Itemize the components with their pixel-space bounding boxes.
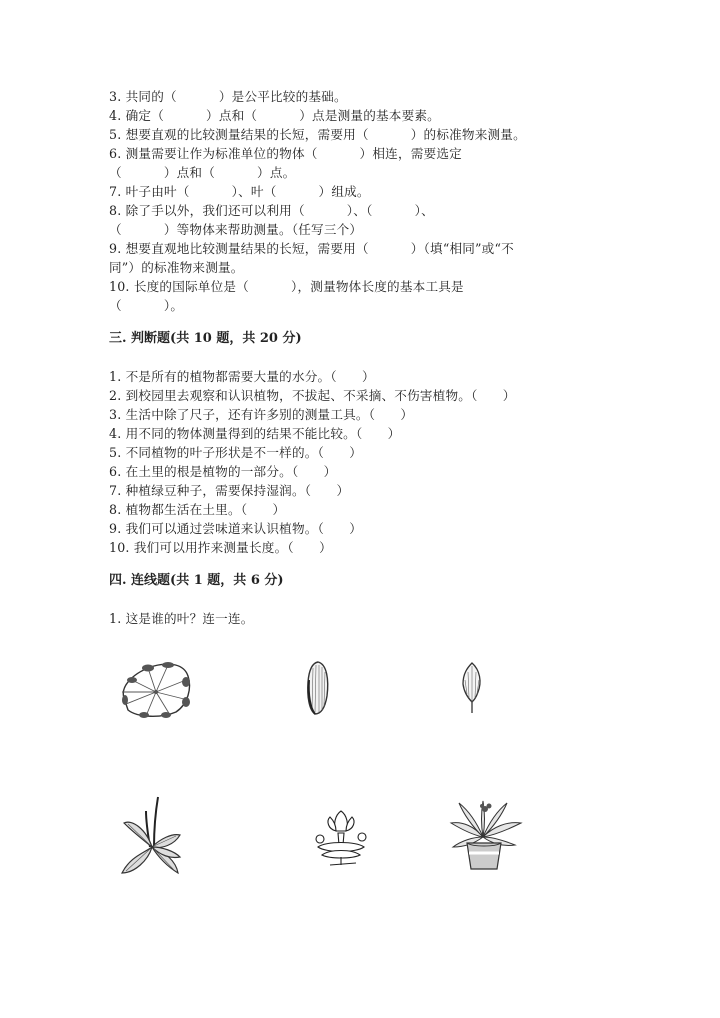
judgment-item: 9. 我们可以通过尝味道来认识植物。（ ）: [109, 521, 363, 536]
plantain-plant-icon[interactable]: [118, 795, 182, 879]
small-oval-leaf-icon[interactable]: [460, 660, 484, 716]
question-5: 5. 想要直观的比较测量结果的长短，需要用（ ）的标准物来测量。: [109, 127, 526, 142]
judgment-item: 1. 不是所有的植物都需要大量的水分。（ ）: [109, 369, 375, 384]
question-6-cont: （ ）点和（ ）点。: [109, 165, 296, 180]
question-10: 10. 长度的国际单位是（ ），测量物体长度的基本工具是: [109, 279, 464, 294]
question-7: 7. 叶子由叶（ ）、叶（ ）组成。: [109, 184, 370, 199]
judgment-item: 6. 在土里的根是植物的一部分。（ ）: [109, 464, 337, 479]
lotus-flower-icon[interactable]: [312, 805, 370, 867]
lotus-leaf-icon[interactable]: [118, 660, 196, 720]
question-8-cont: （ ）等物体来帮助测量。（任写三个）: [109, 222, 363, 237]
elongated-leaf-icon[interactable]: [305, 660, 331, 716]
question-9: 9. 想要直观地比较测量结果的长短，需要用（ ）（填“相同”或“不: [109, 241, 514, 256]
matching-section-title: 四. 连线题(共 1 题，共 6 分): [109, 573, 284, 588]
judgment-item: 2. 到校园里去观察和认识植物，不拔起、不采摘、不伤害植物。（ ）: [109, 388, 516, 403]
judgment-item: 5. 不同植物的叶子形状是不一样的。（ ）: [109, 445, 363, 460]
worksheet-page: [109, 87, 619, 628]
question-9-cont: 同”）的标准物来测量。: [109, 260, 244, 275]
question-4: 4. 确定（ ）点和（ ）点是测量的基本要素。: [109, 108, 440, 123]
judgment-item: 10. 我们可以用拃来测量长度。（ ）: [109, 540, 332, 555]
question-6: 6. 测量需要让作为标准单位的物体（ ）相连，需要选定: [109, 146, 462, 161]
matching-question: 1. 这是谁的叶？连一连。: [109, 611, 254, 626]
judgment-item: 3. 生活中除了尺子，还有许多别的测量工具。（ ）: [109, 407, 414, 422]
judgment-item: 4. 用不同的物体测量得到的结果不能比较。（ ）: [109, 426, 401, 441]
question-8: 8. 除了手以外，我们还可以利用（ ）、（ ）、: [109, 203, 434, 218]
question-10-cont: （ ）。: [109, 298, 184, 313]
fill-in-section: [109, 87, 619, 315]
judgment-section: [109, 367, 619, 557]
judgment-item: 8. 植物都生活在土里。（ ）: [109, 502, 286, 517]
judgment-item: 7. 种植绿豆种子，需要保持湿润。（ ）: [109, 483, 350, 498]
question-3: 3. 共同的（ ）是公平比较的基础。: [109, 89, 347, 104]
potted-plant-icon[interactable]: [447, 797, 523, 873]
judgment-section-title: 三. 判断题(共 10 题，共 20 分): [109, 331, 302, 346]
